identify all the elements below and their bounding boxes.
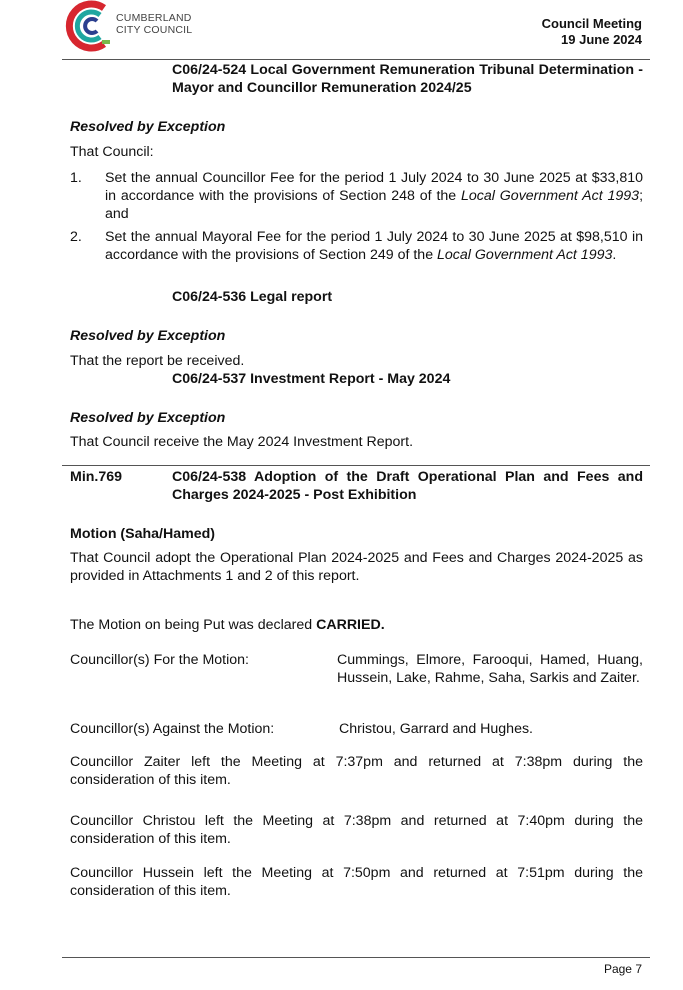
footer-divider [62, 957, 650, 958]
meeting-date: 19 June 2024 [561, 32, 642, 47]
resolution-point-end: ; and [105, 188, 644, 222]
item-title-537: C06/24-537 Investment Report - May 2024 [172, 371, 451, 387]
resolution-text-537: That Council receive the May 2024 Investment Report. [70, 434, 414, 450]
resolution-text-536: That the report be received. [70, 353, 245, 369]
against-label: Councillor(s) Against the Motion: [70, 721, 275, 737]
minute-number: Min.769 [70, 469, 123, 485]
for-label: Councillor(s) For the Motion: [70, 652, 249, 668]
resolved-label-536: Resolved by Exception [70, 328, 226, 344]
org-name-line1: CUMBERLAND [116, 12, 192, 24]
resolution-point [105, 228, 643, 264]
cumberland-logo [64, 0, 120, 52]
for-names: Cummings, Elmore, Farooqui, Hamed, Huang, Hussein, Lake, Rahme, Saha, Sarkis and Zaiter. [337, 652, 643, 686]
resolution-point-text: Set the annual Mayoral Fee for the period 1 July 2024 to 30 June 2025 at $98,510 in accordance with the provisions of Section 249 of the [105, 229, 643, 263]
header-divider [62, 59, 650, 60]
resolution-point [105, 169, 643, 223]
meeting-header [542, 16, 642, 48]
org-name [116, 12, 192, 36]
resolved-label-524: Resolved by Exception [70, 119, 226, 135]
item-title-536: C06/24-536 Legal report [172, 289, 333, 305]
section-divider [62, 465, 650, 466]
org-name-line2: CITY COUNCIL [116, 24, 193, 36]
list-number: 1. [70, 170, 82, 186]
motion-result [70, 616, 385, 634]
motion-result-status: CARRIED. [316, 617, 385, 633]
page-number: Page 7 [603, 962, 642, 976]
motion-text: That Council adopt the Operational Plan 2024-2025 and Fees and Charges 2024-2025 as provided in Attachments 1 and 2 of this report. [70, 550, 643, 584]
act-name: Local Government Act 1993 [461, 188, 640, 204]
attendance-note: Councillor Hussein left the Meeting at 7:50pm and returned at 7:51pm during the consideration of this item. [70, 865, 643, 899]
motion-label: Motion (Saha/Hamed) [70, 526, 216, 542]
attendance-note: Councillor Zaiter left the Meeting at 7:37pm and returned at 7:38pm during the consideration of this item. [70, 754, 643, 788]
resolved-label-537: Resolved by Exception [70, 410, 226, 426]
item-title-524: C06/24-524 Local Government Remuneration Tribunal Determination - Mayor and Councillor Remuneration 2024/25 [172, 62, 643, 96]
item-title-538: C06/24-538 Adoption of the Draft Operational Plan and Fees and Charges 2024-2025 - Post Exhibition [172, 469, 643, 503]
resolution-intro-524: That Council: [70, 144, 154, 160]
against-names: Christou, Garrard and Hughes. [339, 721, 533, 737]
act-name: Local Government Act 1993 [437, 247, 613, 263]
resolution-point-text: Set the annual Councillor Fee for the period 1 July 2024 to 30 June 2025 at $33,810 in accordance with the provisions of Section 248 of the [105, 170, 643, 204]
meeting-name: Council Meeting [541, 16, 642, 31]
attendance-note: Councillor Christou left the Meeting at 7:38pm and returned at 7:40pm during the consideration of this item. [70, 813, 643, 847]
resolution-point-end: . [612, 247, 617, 263]
motion-result-text: The Motion on being Put was declared [70, 617, 317, 633]
list-number: 2. [70, 229, 82, 245]
